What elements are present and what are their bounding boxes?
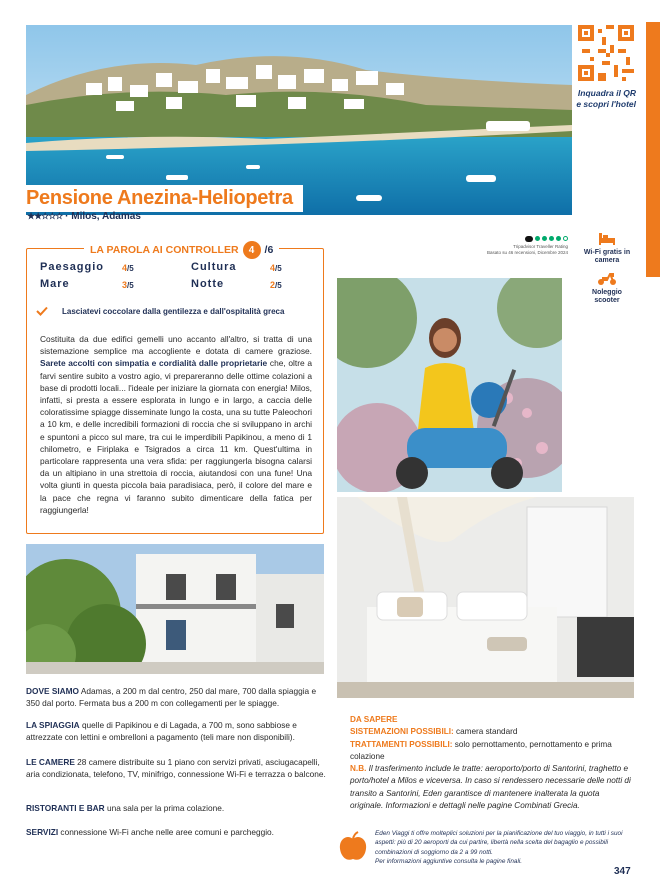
camere-text: 28 camere distribuite su 1 piano con servizi privati, asciugacapelli, aria condizionata, telefono, TV, minifrigo, connessione Wi-Fi e terrazza o balcone. xyxy=(26,757,326,779)
tripadvisor-rating xyxy=(480,236,568,256)
controller-tagline xyxy=(36,306,284,316)
tripadvisor-line1: Tripadvisor Traveller Rating xyxy=(513,244,568,249)
trattamenti-label: TRATTAMENTI POSSIBILI: xyxy=(350,739,453,749)
qr-code[interactable] xyxy=(578,25,634,81)
trattamenti xyxy=(350,739,634,764)
rating-value-mare: 3/5 xyxy=(122,280,134,290)
service-scooter-label: Noleggio scooter xyxy=(592,289,622,304)
spiaggia-text: quelle di Papikinou e di Lagada, a 700 m, sono sabbiose e attrezzate con lettini e ombrelloni a pagamento (teli mare non disponibili). xyxy=(26,720,297,742)
hotel-subline xyxy=(27,211,141,222)
ristoranti-text: una sala per la prima colazione. xyxy=(104,803,225,813)
rating-label-mare: Mare xyxy=(40,278,70,290)
info-servizi xyxy=(26,826,326,838)
check-icon xyxy=(36,306,48,316)
info-camere xyxy=(26,756,326,780)
description-body: che, oltre a farvi sentire subito a vostro agio, vi prepareranno delle ottime colazioni a base di prodotti locali... l'ideale per iniziare la giornata con energia! Milos, infatti, si presta a essere esplorata in lungo e in largo, a caccia delle coloratissime spiagge disseminate lungo la costa, una su tutte Paleochori a 10 km, e delle incredibili formazioni di roccia che si sviluppano in archi e spuntoni a picco sul mare, tra cui le imperdibili Papikinou, a meno di 1 chilometro, e Firiplaka e Tsigrados a circa 11 km. Quest'ultima in particolare rappresenta una vera sfida: per raggiungerla bisogna calarsi da un altipiano in una strettoia di roccia, aiutandosi con una fune! Una volta giunti in questa piccola baia paradisiaca, però, il colore del mare e la pace che regna vi faranno subito dimenticare della fatica per raggiungerla! xyxy=(40,358,313,515)
servizi-label: SERVIZI xyxy=(26,827,59,837)
hotel-name: Pensione Anezina-Heliopetra xyxy=(26,187,293,209)
bed-icon xyxy=(597,230,617,246)
controller-heading-text: LA PAROLA AI CONTROLLER xyxy=(90,244,239,256)
scooter-icon xyxy=(597,270,617,286)
tripadvisor-dots xyxy=(480,236,568,242)
da-sapere-heading: DA SAPERE xyxy=(350,715,398,724)
tripadvisor-line2: Basato su 46 recensioni, Dicembre 2024 xyxy=(486,250,568,255)
description-intro: Costituita da due edifici gemelli uno accanto all'altro, si tratta di una sistemazione semplice ma accogliente e dotata di camere graziose. xyxy=(40,334,312,357)
dove-text: Adamas, a 200 m dal centro, 250 dal mare, 700 dalla spiaggia e 350 dal porto. Fermata bus a 200 m con collegamenti per le spiagge. xyxy=(26,686,317,708)
info-dove-siamo xyxy=(26,685,326,709)
rating-label-cultura: Cultura xyxy=(191,261,237,273)
rating-label-paesaggio: Paesaggio xyxy=(40,261,105,273)
nb-text: Il trasferimento include le tratte: aeroporto/porto di Santorini, traghetto e porto/hotel a Milos e viceversa. In caso si rendessero necessarie delle notti di transito a Santorini, Eden garantisce di mantenere inalterata la quota originale. Informazioni e dettagli nelle pagine Combinati Grecia. xyxy=(350,764,631,811)
trattamenti-text: solo pernottamento, pernottamento e prima colazione xyxy=(350,739,612,761)
qr-caption: Inquadra il QR e scopri l'hotel xyxy=(576,88,636,109)
tagline-text: Lasciatevi coccolare dalla gentilezza e dall'ospitalità greca xyxy=(62,306,285,316)
footer-note-text: Eden Viaggi ti offre molteplici soluzioni per la pianificazione del tuo viaggio, in tutti i suoi aspetti: più di 20 aeroporti da cui partire, libertà nella scelta del bagaglio e possibili combinazioni di soggiorno da 2 a 99 notti. xyxy=(375,830,623,856)
photo-hotel-room xyxy=(337,497,634,698)
photo-hotel-building xyxy=(26,544,324,674)
rating-value-paesaggio: 4/5 xyxy=(122,263,134,273)
rating-value-notte: 2/5 xyxy=(270,280,282,290)
apple-logo-icon xyxy=(336,830,370,869)
star-rating: ★★☆☆☆ xyxy=(27,211,63,221)
da-sapere-box xyxy=(350,714,634,812)
sistemazioni-text: camera standard xyxy=(453,727,518,737)
footer-note-text-2: Per informazioni aggiuntive consulta le pagine finali. xyxy=(375,858,523,866)
hotel-description xyxy=(40,333,312,516)
side-accent-strip xyxy=(646,22,660,277)
spiaggia-label: LA SPIAGGIA xyxy=(26,720,80,730)
sistemazioni-label: SISTEMAZIONI POSSIBILI: xyxy=(350,727,454,737)
hotel-title-box xyxy=(20,185,303,212)
dove-label: DOVE SIAMO xyxy=(26,686,80,696)
servizi-text: connessione Wi-Fi anche nelle aree comuni e parcheggio. xyxy=(58,827,274,837)
rating-value-cultura: 4/5 xyxy=(270,263,282,273)
page-number: 347 xyxy=(614,866,631,877)
service-wifi xyxy=(579,230,635,265)
service-wifi-label: Wi-Fi gratis in camera xyxy=(583,249,631,264)
controller-heading xyxy=(84,241,279,259)
info-spiaggia xyxy=(26,719,326,743)
controller-score-of: /6 xyxy=(264,244,274,256)
sistemazioni xyxy=(350,726,634,738)
info-ristoranti xyxy=(26,802,326,814)
rating-label-notte: Notte xyxy=(191,278,225,290)
camere-label: LE CAMERE xyxy=(26,757,75,767)
description-highlight: Sarete accolti con simpatia e cordialità dalle proprietarie xyxy=(40,358,268,369)
photo-woman-scooter xyxy=(337,278,562,492)
ristoranti-label: RISTORANTI E BAR xyxy=(26,803,105,813)
controller-score-badge: 4 xyxy=(243,241,261,259)
nb-label: N.B. xyxy=(350,764,367,774)
footer-note xyxy=(375,829,635,867)
service-scooter xyxy=(579,270,635,305)
nota-bene xyxy=(350,763,634,812)
hotel-location: · Milos, Adamas xyxy=(65,211,141,222)
